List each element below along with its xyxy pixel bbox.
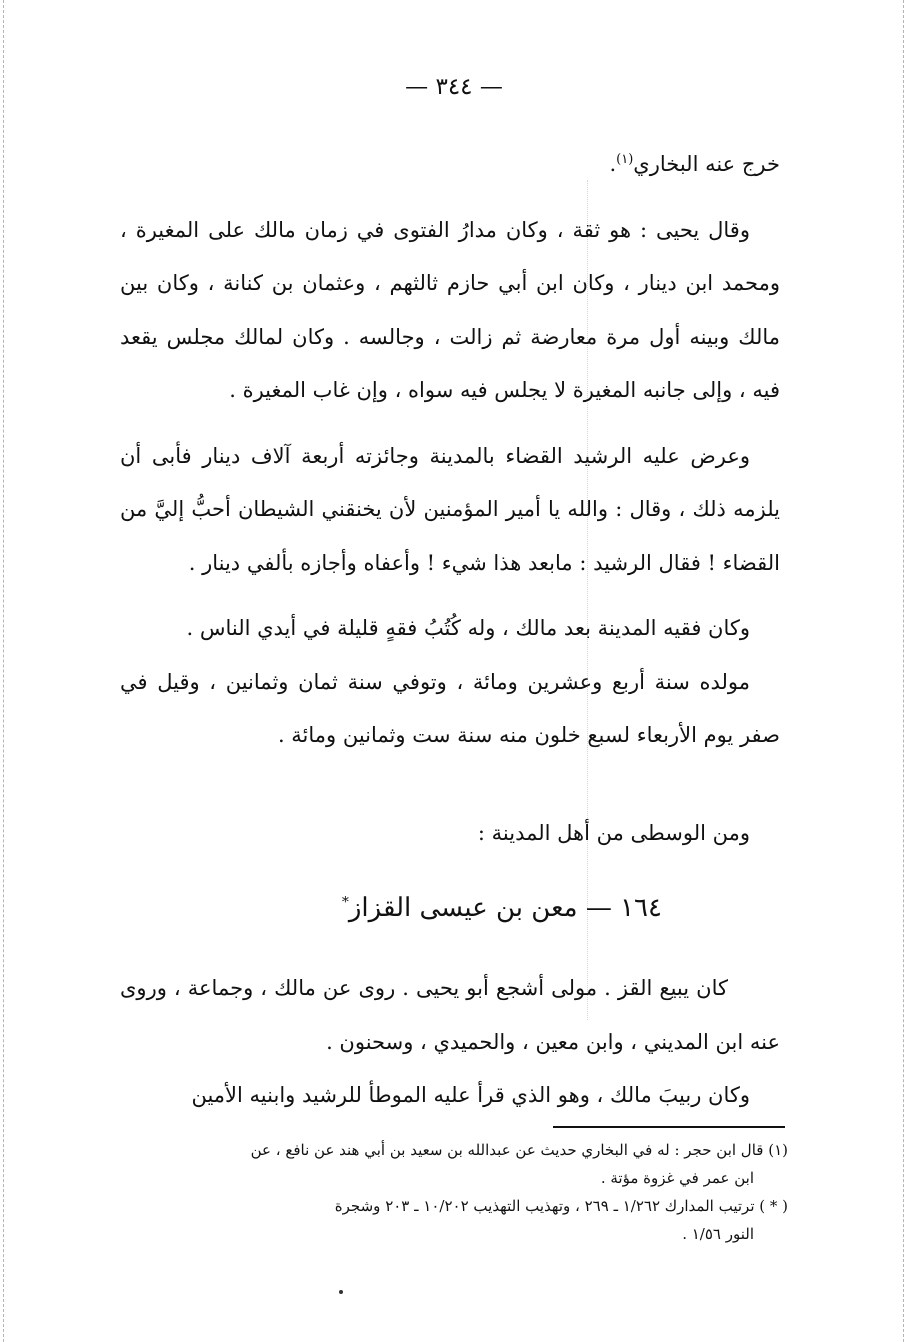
footnote-1-line-1: (١) قال ابن حجر : له في البخاري حديث عن عبدالله بن سعيد بن أبي هند عن نافع ، عن (250, 1141, 788, 1159)
paragraph-1-text: خرج عنه البخاري (633, 152, 780, 176)
paragraph-1-end: . (609, 152, 617, 176)
scan-edge-left (3, 0, 4, 1342)
scan-edge-right (903, 0, 904, 1342)
scan-speck (339, 1290, 343, 1294)
footnote-1-line-2: ابن عمر في غزوة مؤتة . (600, 1169, 754, 1187)
biography-heading-text: ١٦٤ — معن بن عيسى القزاز (348, 893, 662, 923)
paragraph-4: وكان فقيه المدينة بعد مالك ، وله كُتُبُ فقهٍ قليلة في أيدي الناس . (186, 616, 750, 640)
paragraph-1 (120, 138, 780, 192)
main-text (120, 138, 780, 1118)
footnote-2-line-2: النور ١/٥٦ . (682, 1225, 754, 1243)
paragraph-5: مولده سنة أربع وعشرين ومائة ، وتوفي سنة ثمان وثمانين ، وقيل في صفر يوم الأربعاء لسبع خلون منه سنة ست وثمانين ومائة . (120, 669, 780, 747)
paragraph-3: وعرض عليه الرشيد القضاء بالمدينة وجائزته أربعة آلاف دينار فأبى أن يلزمه ذلك ، وقال : والله يا أمير المؤمنين لأن يخنقني الشيطان أحبُّ إليَّ من القضاء ! فقال الرشيد : مابعد هذا شيء ! وأعفاه وأجازه بألفي دينار . (120, 443, 780, 575)
footnote-ref-1: (١) (616, 152, 634, 167)
footnote-2-line-1: ( * ) ترتيب المدارك ١/٢٦٢ ـ ٢٦٩ ، وتهذيب التهذيب ١٠/٢٠٢ ـ ٢٠٣ وشجرة (334, 1197, 788, 1215)
footnote-ref-star: * (341, 894, 349, 911)
page-number: — ٣٤٤ — (405, 74, 503, 100)
paragraph-7: كان يبيع القز . مولى أشجع أبو يحيى . روى عن مالك ، وجماعة ، وروى عنه ابن المديني ، وابن معين ، والحميدي ، وسحنون . (120, 976, 780, 1054)
biography-heading (120, 888, 780, 928)
paragraph-6: ومن الوسطى من أهل المدينة : (477, 820, 750, 845)
footnotes (120, 1136, 788, 1248)
paragraph-2: وقال يحيى : هو ثقة ، وكان مدارُ الفتوى في زمان مالك على المغيرة ، ومحمد ابن دينار ، وكان ابن أبي حازم ثالثهم ، وعثمان بن كنانة ، وكان بين مالك وبينه أول مرة معارضة ثم زالت ، وجالسه . وكان لمالك مجلس يقعد فيه ، وإلى جانبه المغيرة لا يجلس فيه سواه ، وإن غاب المغيرة . (120, 217, 780, 402)
paragraph-8: وكان ربيبَ مالك ، وهو الذي قرأ عليه الموطأ للرشيد وابنيه الأمين (191, 1083, 750, 1107)
footnote-divider (553, 1126, 785, 1128)
